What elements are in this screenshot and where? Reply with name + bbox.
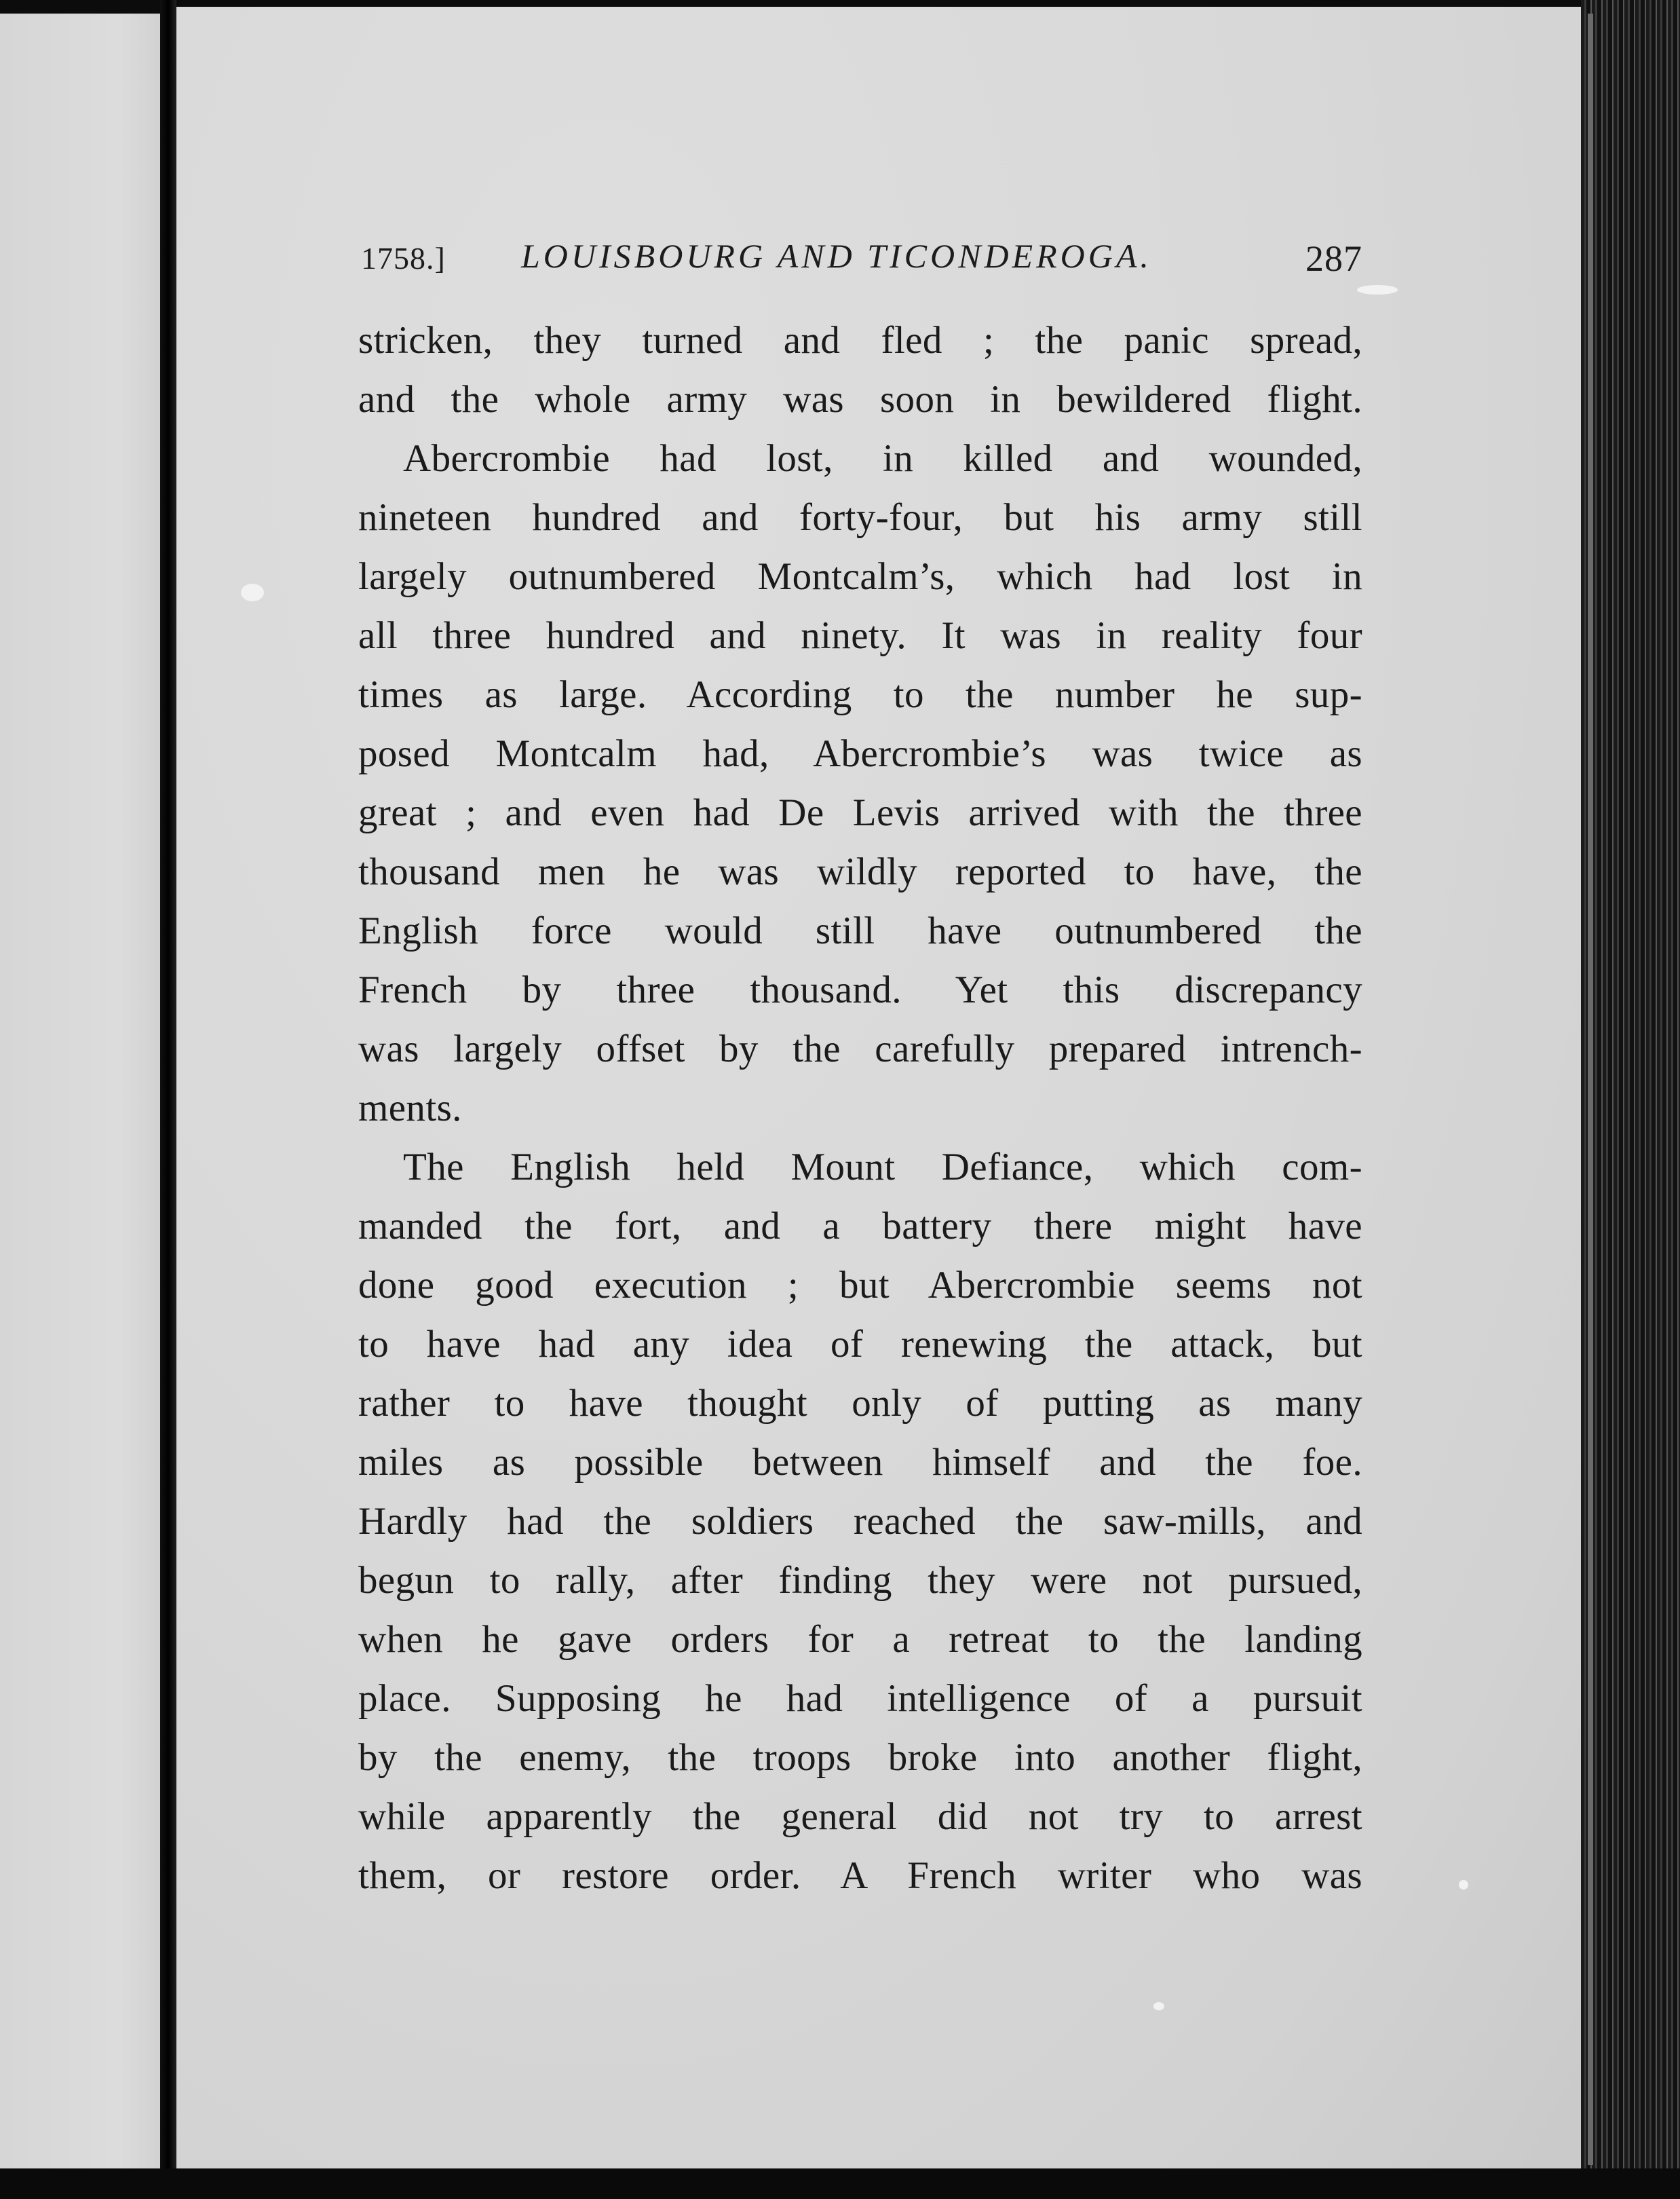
text-line: and the whole army was soon in bewildered flight.: [358, 378, 1362, 421]
text-line: Abercrombie had lost, in killed and wounded,: [403, 437, 1362, 480]
text-line: to have had any idea of renewing the attack, but: [358, 1323, 1362, 1366]
text-line: was largely offset by the carefully prepared intrench-: [358, 1028, 1362, 1070]
text-line: when he gave orders for a retreat to the landing: [358, 1618, 1362, 1661]
body-text: [358, 311, 1362, 1905]
left-page-edge: [0, 14, 170, 2172]
header-title: LOUISBOURG AND TICONDEROGA.: [521, 237, 1152, 275]
bottom-shadow: [0, 2168, 1680, 2199]
text-line: while apparently the general did not try to arrest: [358, 1795, 1362, 1838]
page-edge-highlight: [1588, 14, 1593, 2165]
text-line: done good execution ; but Abercrombie seems not: [358, 1264, 1362, 1307]
text-line: them, or restore order. A French writer who was: [358, 1854, 1362, 1897]
scan-speck: [1153, 2002, 1164, 2010]
text-line: manded the fort, and a battery there might have: [358, 1205, 1362, 1247]
text-line: ments.: [358, 1087, 462, 1129]
scan-speck: [1459, 1880, 1468, 1890]
text-line: begun to rally, after finding they were not pursued,: [358, 1559, 1362, 1602]
header-year: 1758.]: [361, 241, 446, 276]
text-line: French by three thousand. Yet this discrepancy: [358, 969, 1362, 1011]
text-line: largely outnumbered Montcalm’s, which had lost in: [358, 555, 1362, 598]
text-line: by the enemy, the troops broke into another flight,: [358, 1736, 1362, 1779]
scan-speck: [1357, 285, 1398, 295]
text-line: The English held Mount Defiance, which com-: [403, 1146, 1362, 1188]
text-line: times as large. According to the number he sup-: [358, 673, 1362, 716]
text-line: rather to have thought only of putting as many: [358, 1382, 1362, 1425]
page-number: 287: [1305, 238, 1362, 279]
running-header: [358, 229, 1362, 290]
page-stack-edges: [1581, 0, 1680, 2199]
text-line: all three hundred and ninety. It was in reality four: [358, 614, 1362, 657]
text-line: stricken, they turned and fled ; the panic spread,: [358, 319, 1362, 362]
scan-speck: [241, 584, 264, 601]
text-line: posed Montcalm had, Abercrombie’s was twice as: [358, 732, 1362, 775]
text-line: English force would still have outnumbered the: [358, 909, 1362, 952]
text-line: nineteen hundred and forty-four, but his army still: [358, 496, 1362, 539]
text-line: place. Supposing he had intelligence of a pursuit: [358, 1677, 1362, 1720]
text-line: Hardly had the soldiers reached the saw-mills, and: [358, 1500, 1362, 1543]
book-gutter: [160, 0, 176, 2199]
text-line: great ; and even had De Levis arrived with the three: [358, 791, 1362, 834]
text-line: thousand men he was wildly reported to have, the: [358, 850, 1362, 893]
text-line: miles as possible between himself and the foe.: [358, 1441, 1362, 1484]
